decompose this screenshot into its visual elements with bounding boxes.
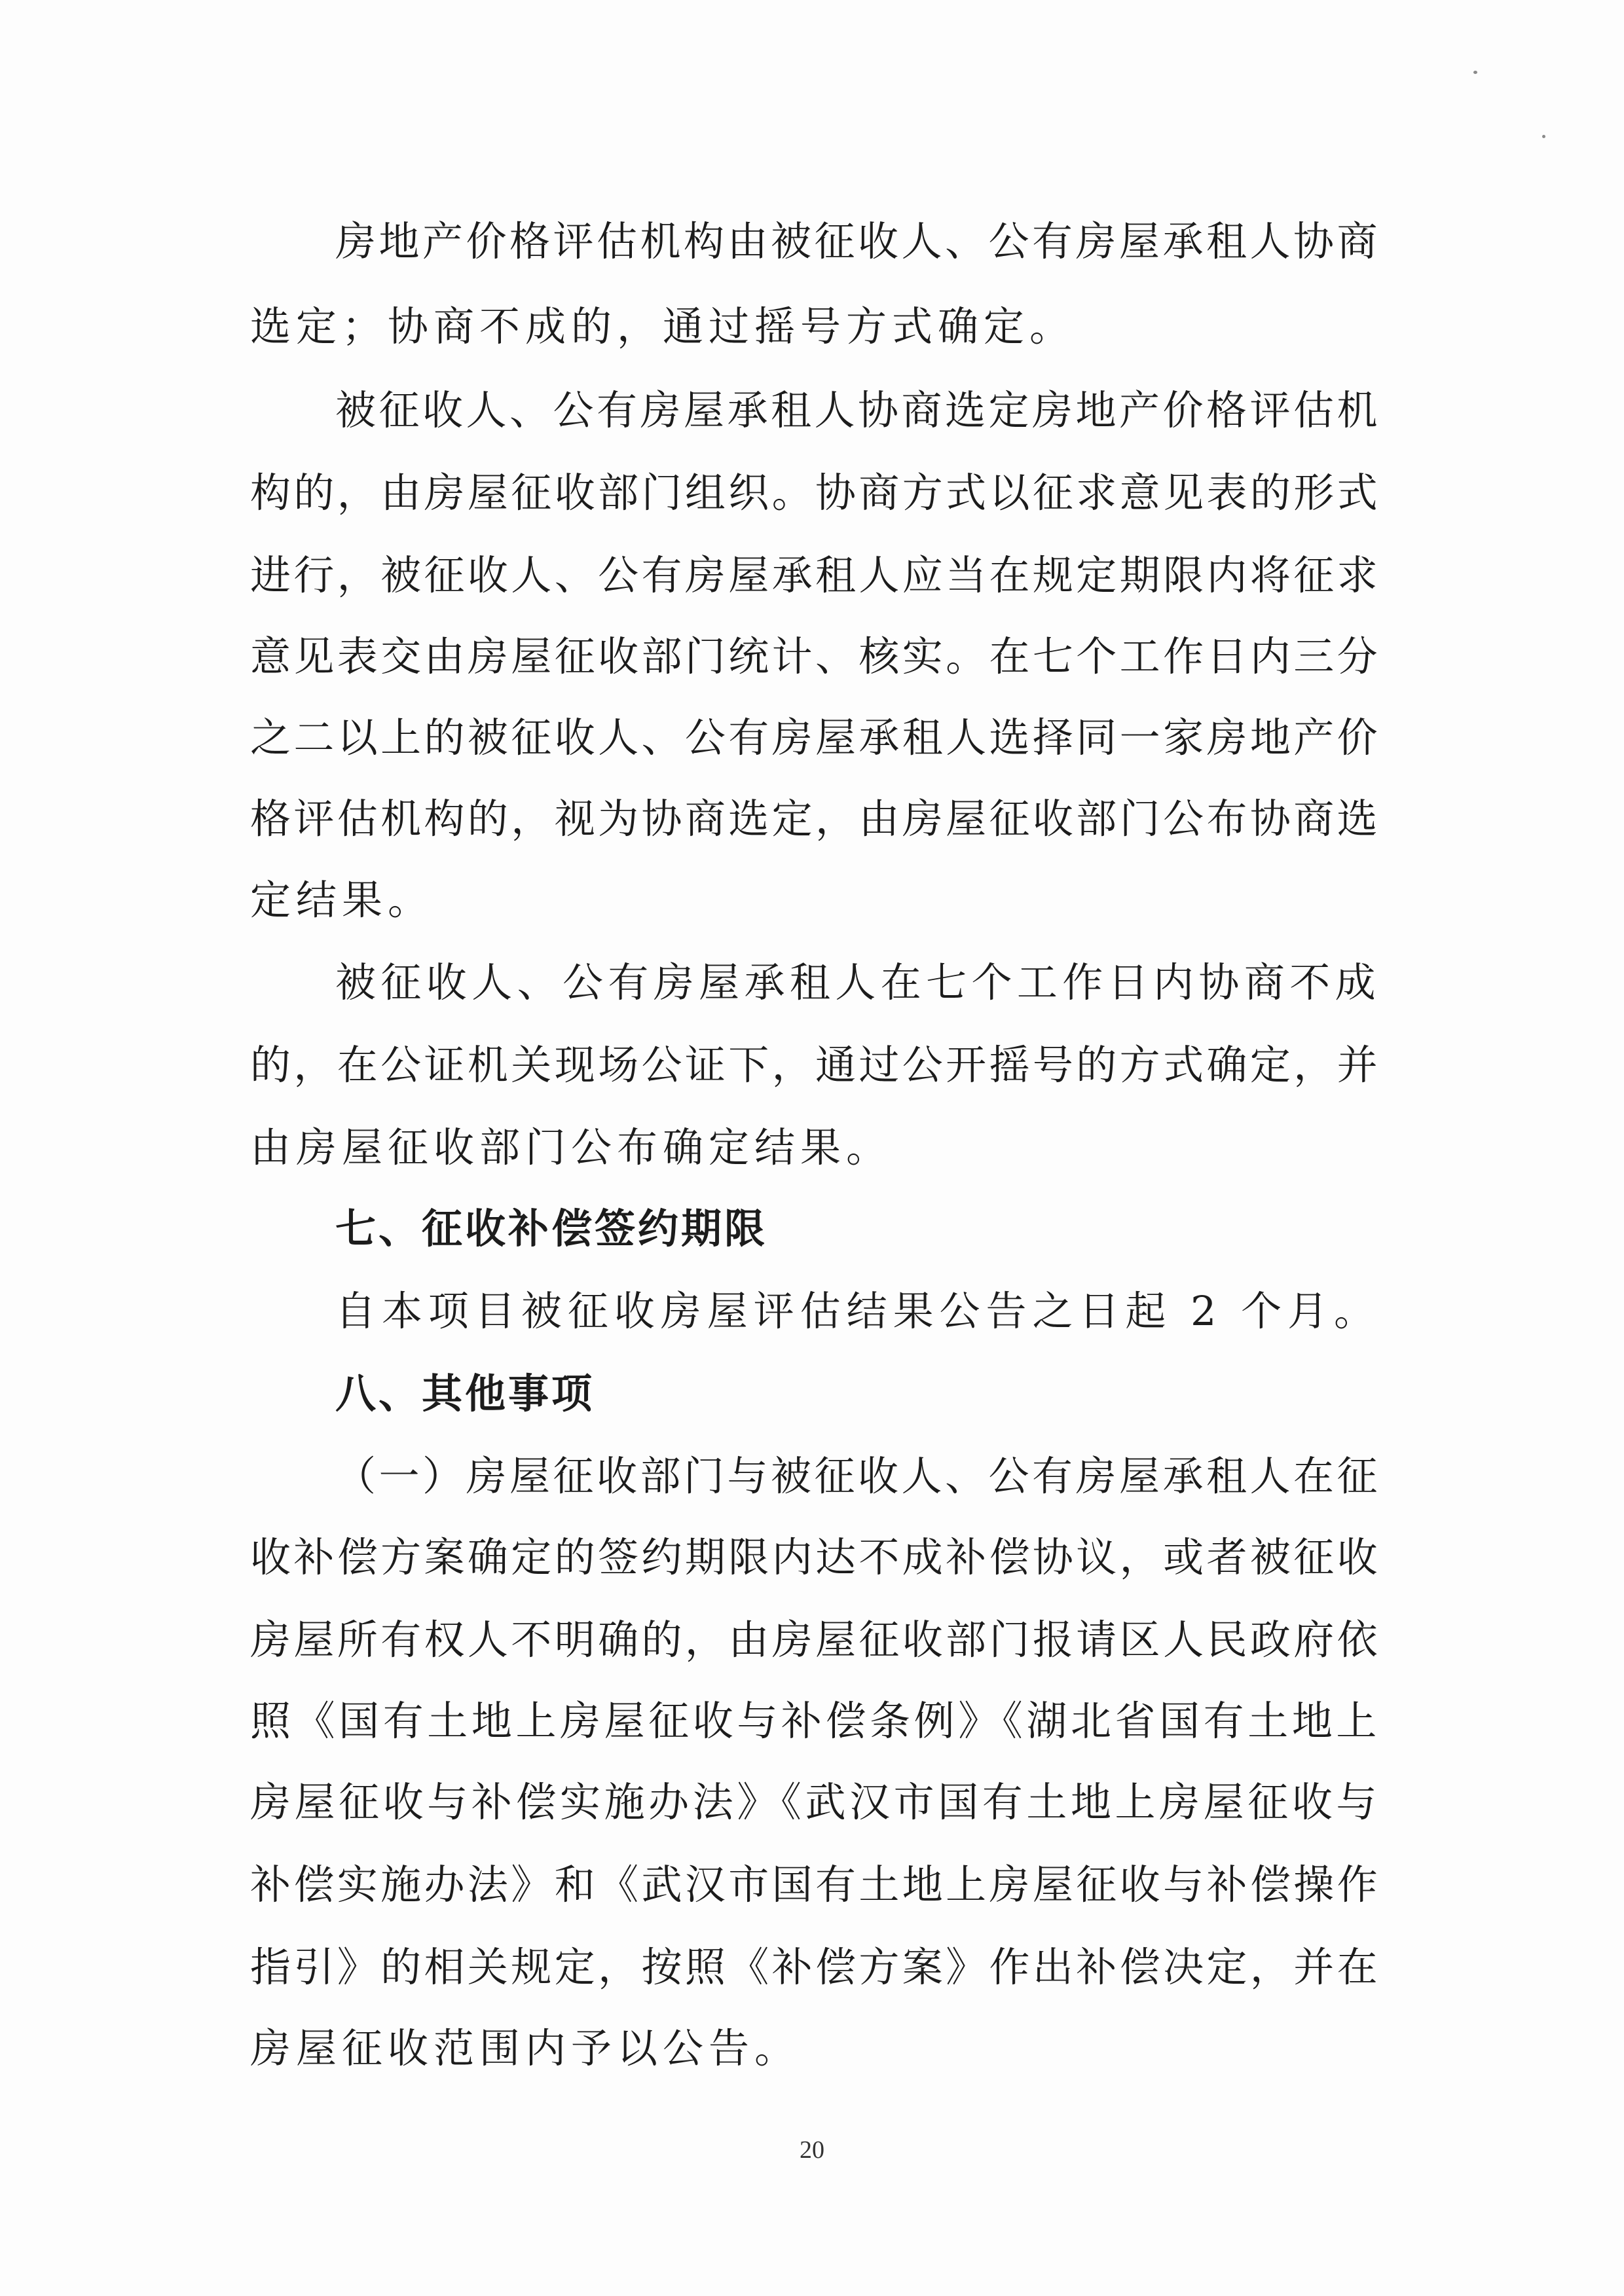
body-text-line: 定结果。 xyxy=(250,876,434,924)
body-text-line: 补偿实施办法》和《武汉市国有土地上房屋征收与补偿操作 xyxy=(250,1861,1380,1908)
body-text-line: 由房屋征收部门公布确定结果。 xyxy=(250,1123,893,1171)
page-number: 20 xyxy=(800,2136,824,2164)
body-text-line: （一）房屋征收部门与被征收人、公有房屋承租人在征 xyxy=(335,1452,1380,1500)
section-heading: 七、征收补偿签约期限 xyxy=(335,1205,768,1252)
body-text-line: 房屋所有权人不明确的，由房屋征收部门报请区人民政府依 xyxy=(250,1616,1380,1664)
scan-speck xyxy=(1473,71,1477,74)
body-text-line: 自本项目被征收房屋评估结果公告之日起 2 个月。 xyxy=(335,1287,1380,1335)
body-text-line: 构的，由房屋征收部门组织。协商方式以征求意见表的形式 xyxy=(250,469,1380,517)
body-text-line: 被征收人、公有房屋承租人在七个工作日内协商不成 xyxy=(335,958,1380,1006)
body-text-line: 的，在公证机关现场公证下，通过公开摇号的方式确定，并 xyxy=(250,1041,1380,1089)
body-text-line: 照《国有土地上房屋征收与补偿条例》《湖北省国有土地上 xyxy=(250,1697,1380,1745)
body-text-line: 收补偿方案确定的签约期限内达不成补偿协议，或者被征收 xyxy=(250,1533,1380,1581)
body-text-line: 房地产价格评估机构由被征收人、公有房屋承租人协商 xyxy=(335,217,1380,265)
body-text-line: 选定；协商不成的，通过摇号方式确定。 xyxy=(250,302,1076,350)
scan-speck xyxy=(1542,135,1545,138)
body-text-line: 被征收人、公有房屋承租人协商选定房地产价格评估机 xyxy=(335,386,1380,434)
body-text-line: 进行，被征收人、公有房屋承租人应当在规定期限内将征求 xyxy=(250,551,1380,599)
body-text-line: 指引》的相关规定，按照《补偿方案》作出补偿决定，并在 xyxy=(250,1943,1380,1991)
body-text-line: 房屋征收与补偿实施办法》《武汉市国有土地上房屋征收与 xyxy=(250,1778,1380,1826)
body-text-line: 格评估机构的，视为协商选定，由房屋征收部门公布协商选 xyxy=(250,795,1380,843)
section-heading: 八、其他事项 xyxy=(335,1370,595,1417)
body-text-line: 意见表交由房屋征收部门统计、核实。在七个工作日内三分 xyxy=(250,632,1380,680)
body-text-line: 之二以上的被征收人、公有房屋承租人选择同一家房地产价 xyxy=(250,714,1380,761)
body-text-line: 房屋征收范围内予以公告。 xyxy=(250,2024,801,2072)
